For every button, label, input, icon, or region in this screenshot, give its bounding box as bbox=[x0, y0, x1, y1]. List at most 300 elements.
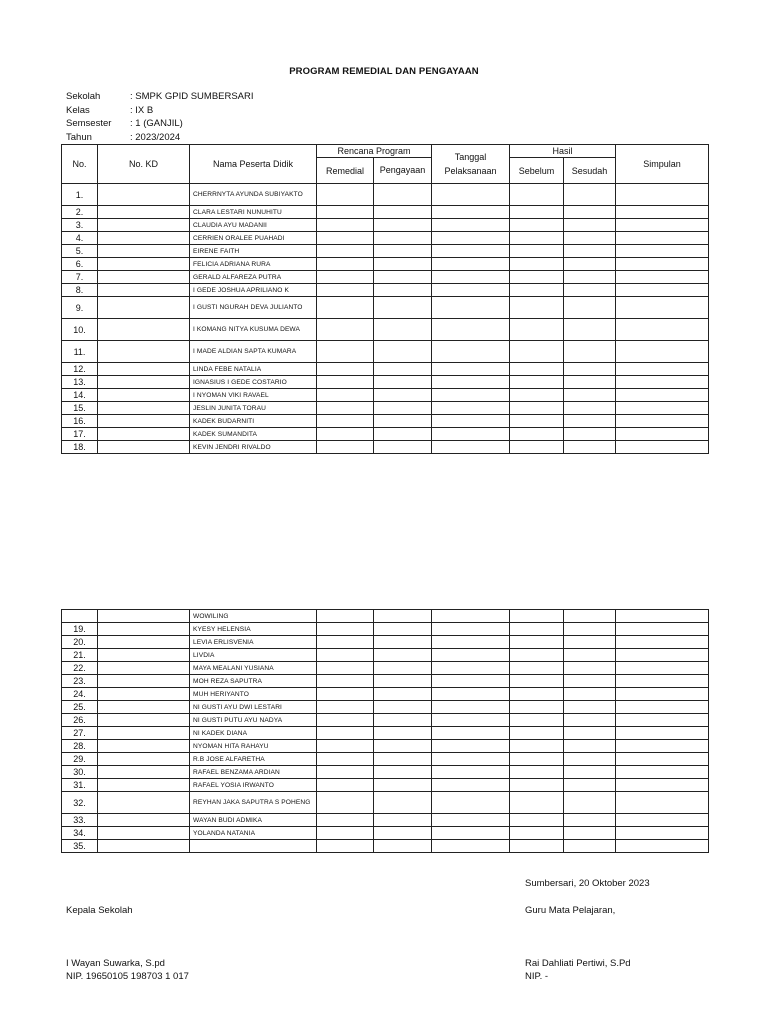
table-row bbox=[62, 319, 709, 341]
empty-cell bbox=[616, 727, 709, 740]
student-name: RAFAEL YOSIA IRWANTO bbox=[190, 779, 317, 792]
teacher-nip: NIP. - bbox=[525, 971, 549, 982]
student-name: CLARA LESTARI NUNUHITU bbox=[190, 206, 317, 219]
empty-cell bbox=[510, 402, 564, 415]
row-number: 21. bbox=[62, 649, 98, 662]
empty-cell bbox=[616, 701, 709, 714]
empty-cell bbox=[432, 827, 510, 840]
empty-cell bbox=[98, 675, 190, 688]
empty-cell bbox=[510, 376, 564, 389]
row-number: 16. bbox=[62, 415, 98, 428]
empty-cell bbox=[317, 184, 374, 206]
empty-cell bbox=[98, 779, 190, 792]
empty-cell bbox=[98, 271, 190, 284]
empty-cell bbox=[510, 610, 564, 623]
empty-cell bbox=[616, 415, 709, 428]
empty-cell bbox=[98, 649, 190, 662]
teacher-role: Guru Mata Pelajaran, bbox=[525, 905, 616, 916]
empty-cell bbox=[564, 219, 616, 232]
empty-cell bbox=[564, 258, 616, 271]
student-name: REYHAN JAKA SAPUTRA S POHENG bbox=[190, 792, 317, 814]
empty-cell bbox=[432, 636, 510, 649]
empty-cell bbox=[564, 714, 616, 727]
row-number: 30. bbox=[62, 766, 98, 779]
empty-cell bbox=[564, 232, 616, 245]
empty-cell bbox=[317, 402, 374, 415]
empty-cell bbox=[432, 428, 510, 441]
empty-cell bbox=[564, 415, 616, 428]
empty-cell bbox=[374, 649, 432, 662]
empty-cell bbox=[564, 675, 616, 688]
empty-cell bbox=[616, 840, 709, 853]
header-conclusion: Simpulan bbox=[616, 145, 709, 184]
empty-cell bbox=[317, 779, 374, 792]
empty-cell bbox=[432, 402, 510, 415]
table-row bbox=[62, 219, 709, 232]
empty-cell bbox=[564, 206, 616, 219]
header-before: Sebelum bbox=[510, 158, 564, 184]
empty-cell bbox=[564, 753, 616, 766]
empty-cell bbox=[616, 363, 709, 376]
empty-cell bbox=[616, 389, 709, 402]
empty-cell bbox=[616, 662, 709, 675]
empty-cell bbox=[616, 297, 709, 319]
empty-cell bbox=[616, 428, 709, 441]
student-name: LEVIA ERLISVENIA bbox=[190, 636, 317, 649]
table-row bbox=[62, 389, 709, 402]
empty-cell bbox=[432, 623, 510, 636]
empty-cell bbox=[317, 727, 374, 740]
empty-cell bbox=[98, 701, 190, 714]
row-number: 33. bbox=[62, 814, 98, 827]
empty-cell bbox=[616, 402, 709, 415]
student-name: NYOMAN HITA RAHAYU bbox=[190, 740, 317, 753]
empty-cell bbox=[564, 363, 616, 376]
empty-cell bbox=[564, 389, 616, 402]
header-date: Tanggal Pelaksanaan bbox=[432, 145, 510, 184]
empty-cell bbox=[432, 389, 510, 402]
empty-cell bbox=[432, 232, 510, 245]
empty-cell bbox=[616, 610, 709, 623]
student-name: FELICIA ADRIANA RURA bbox=[190, 258, 317, 271]
table-row bbox=[62, 727, 709, 740]
empty-cell bbox=[432, 814, 510, 827]
empty-cell bbox=[317, 753, 374, 766]
student-name: EIRENE FAITH bbox=[190, 245, 317, 258]
empty-cell bbox=[616, 219, 709, 232]
empty-cell bbox=[98, 428, 190, 441]
principal-nip: NIP. 19650105 198703 1 017 bbox=[66, 971, 189, 982]
document-title: PROGRAM REMEDIAL DAN PENGAYAAN bbox=[289, 66, 479, 77]
student-name bbox=[190, 840, 317, 853]
student-name: KYESY HELENSIA bbox=[190, 623, 317, 636]
empty-cell bbox=[564, 245, 616, 258]
row-number: 10. bbox=[62, 319, 98, 341]
row-number: 15. bbox=[62, 402, 98, 415]
student-name: I GEDE JOSHUA APRILIANO K bbox=[190, 284, 317, 297]
empty-cell bbox=[616, 441, 709, 454]
student-name: YOLANDA NATANIA bbox=[190, 827, 317, 840]
empty-cell bbox=[616, 636, 709, 649]
empty-cell bbox=[317, 389, 374, 402]
row-number: 6. bbox=[62, 258, 98, 271]
empty-cell bbox=[317, 623, 374, 636]
empty-cell bbox=[510, 206, 564, 219]
empty-cell bbox=[317, 428, 374, 441]
empty-cell bbox=[616, 341, 709, 363]
empty-cell bbox=[374, 662, 432, 675]
student-name: GERALD ALFAREZA PUTRA bbox=[190, 271, 317, 284]
row-number: 20. bbox=[62, 636, 98, 649]
empty-cell bbox=[616, 827, 709, 840]
empty-cell bbox=[317, 701, 374, 714]
student-name: IGNASIUS I GEDE COSTARIO bbox=[190, 376, 317, 389]
empty-cell bbox=[564, 341, 616, 363]
empty-cell bbox=[432, 206, 510, 219]
table-row bbox=[62, 623, 709, 636]
empty-cell bbox=[510, 219, 564, 232]
student-name: RAFAEL BENZAMA ARDIAN bbox=[190, 766, 317, 779]
empty-cell bbox=[98, 415, 190, 428]
empty-cell bbox=[98, 319, 190, 341]
teacher-name: Rai Dahliati Pertiwi, S.Pd bbox=[525, 958, 631, 969]
empty-cell bbox=[432, 675, 510, 688]
empty-cell bbox=[564, 441, 616, 454]
empty-cell bbox=[564, 623, 616, 636]
table-row bbox=[62, 740, 709, 753]
empty-cell bbox=[374, 840, 432, 853]
empty-cell bbox=[317, 840, 374, 853]
info-label: Semsester bbox=[66, 118, 112, 130]
row-number: 8. bbox=[62, 284, 98, 297]
row-number: 26. bbox=[62, 714, 98, 727]
empty-cell bbox=[616, 232, 709, 245]
empty-cell bbox=[432, 610, 510, 623]
empty-cell bbox=[616, 649, 709, 662]
table-body bbox=[62, 610, 709, 853]
place-date: Sumbersari, 20 Oktober 2023 bbox=[525, 878, 650, 889]
table-row bbox=[62, 258, 709, 271]
empty-cell bbox=[374, 766, 432, 779]
empty-cell bbox=[616, 740, 709, 753]
empty-cell bbox=[98, 740, 190, 753]
row-number: 24. bbox=[62, 688, 98, 701]
table-row bbox=[62, 341, 709, 363]
empty-cell bbox=[374, 740, 432, 753]
row-number: 14. bbox=[62, 389, 98, 402]
empty-cell bbox=[317, 662, 374, 675]
student-name: WAYAN BUDI ADMIKA bbox=[190, 814, 317, 827]
table-row bbox=[62, 441, 709, 454]
empty-cell bbox=[616, 792, 709, 814]
row-number: 5. bbox=[62, 245, 98, 258]
empty-cell bbox=[317, 688, 374, 701]
empty-cell bbox=[432, 649, 510, 662]
empty-cell bbox=[317, 284, 374, 297]
row-number: 31. bbox=[62, 779, 98, 792]
empty-cell bbox=[564, 284, 616, 297]
empty-cell bbox=[616, 376, 709, 389]
empty-cell bbox=[510, 779, 564, 792]
empty-cell bbox=[564, 271, 616, 284]
table-row bbox=[62, 766, 709, 779]
empty-cell bbox=[510, 792, 564, 814]
empty-cell bbox=[317, 319, 374, 341]
empty-cell bbox=[98, 184, 190, 206]
empty-cell bbox=[98, 363, 190, 376]
empty-cell bbox=[564, 649, 616, 662]
student-name: LIVDIA bbox=[190, 649, 317, 662]
empty-cell bbox=[432, 245, 510, 258]
empty-cell bbox=[374, 415, 432, 428]
empty-cell bbox=[564, 428, 616, 441]
table-row bbox=[62, 415, 709, 428]
table-row bbox=[62, 184, 709, 206]
header-enrichment: Pengayaan bbox=[374, 158, 432, 184]
empty-cell bbox=[374, 688, 432, 701]
empty-cell bbox=[432, 740, 510, 753]
empty-cell bbox=[374, 219, 432, 232]
empty-cell bbox=[374, 753, 432, 766]
empty-cell bbox=[374, 428, 432, 441]
empty-cell bbox=[98, 284, 190, 297]
empty-cell bbox=[374, 206, 432, 219]
empty-cell bbox=[317, 441, 374, 454]
row-number: 1. bbox=[62, 184, 98, 206]
empty-cell bbox=[98, 727, 190, 740]
row-number: 3. bbox=[62, 219, 98, 232]
row-number: 7. bbox=[62, 271, 98, 284]
empty-cell bbox=[374, 297, 432, 319]
empty-cell bbox=[510, 341, 564, 363]
empty-cell bbox=[98, 753, 190, 766]
info-row-semester bbox=[66, 117, 254, 131]
empty-cell bbox=[98, 827, 190, 840]
empty-cell bbox=[510, 636, 564, 649]
empty-cell bbox=[98, 662, 190, 675]
empty-cell bbox=[432, 840, 510, 853]
student-name: CLAUDIA AYU MADANII bbox=[190, 219, 317, 232]
empty-cell bbox=[616, 284, 709, 297]
empty-cell bbox=[317, 610, 374, 623]
student-table-page1 bbox=[61, 144, 709, 454]
empty-cell bbox=[317, 206, 374, 219]
student-name: KADEK BUDARNITI bbox=[190, 415, 317, 428]
empty-cell bbox=[317, 363, 374, 376]
empty-cell bbox=[98, 792, 190, 814]
empty-cell bbox=[98, 389, 190, 402]
empty-cell bbox=[616, 184, 709, 206]
empty-cell bbox=[317, 740, 374, 753]
empty-cell bbox=[98, 402, 190, 415]
student-table-page2 bbox=[61, 609, 709, 853]
row-number: 2. bbox=[62, 206, 98, 219]
empty-cell bbox=[510, 623, 564, 636]
empty-cell bbox=[510, 662, 564, 675]
table-row bbox=[62, 610, 709, 623]
empty-cell bbox=[374, 727, 432, 740]
student-name: KADEK SUMANDITA bbox=[190, 428, 317, 441]
table-row bbox=[62, 714, 709, 727]
principal-name: I Wayan Suwarka, S.pd bbox=[66, 958, 165, 969]
row-number: 35. bbox=[62, 840, 98, 853]
empty-cell bbox=[510, 814, 564, 827]
empty-cell bbox=[510, 258, 564, 271]
empty-cell bbox=[374, 779, 432, 792]
empty-cell bbox=[317, 271, 374, 284]
empty-cell bbox=[510, 840, 564, 853]
info-row-year bbox=[66, 131, 254, 145]
empty-cell bbox=[317, 258, 374, 271]
empty-cell bbox=[317, 766, 374, 779]
empty-cell bbox=[98, 441, 190, 454]
empty-cell bbox=[98, 341, 190, 363]
table-row bbox=[62, 701, 709, 714]
student-name: JESLIN JUNITA TORAU bbox=[190, 402, 317, 415]
empty-cell bbox=[564, 610, 616, 623]
info-row-school bbox=[66, 90, 254, 104]
empty-cell bbox=[510, 319, 564, 341]
empty-cell bbox=[564, 688, 616, 701]
empty-cell bbox=[510, 415, 564, 428]
empty-cell bbox=[317, 376, 374, 389]
empty-cell bbox=[616, 779, 709, 792]
empty-cell bbox=[432, 219, 510, 232]
empty-cell bbox=[616, 245, 709, 258]
empty-cell bbox=[510, 184, 564, 206]
table-row bbox=[62, 792, 709, 814]
table-row bbox=[62, 779, 709, 792]
empty-cell bbox=[432, 284, 510, 297]
empty-cell bbox=[564, 376, 616, 389]
empty-cell bbox=[510, 649, 564, 662]
empty-cell bbox=[616, 766, 709, 779]
empty-cell bbox=[616, 623, 709, 636]
empty-cell bbox=[432, 779, 510, 792]
empty-cell bbox=[616, 258, 709, 271]
empty-cell bbox=[510, 675, 564, 688]
empty-cell bbox=[432, 714, 510, 727]
empty-cell bbox=[432, 727, 510, 740]
empty-cell bbox=[432, 319, 510, 341]
empty-cell bbox=[432, 688, 510, 701]
empty-cell bbox=[616, 753, 709, 766]
empty-cell bbox=[616, 271, 709, 284]
empty-cell bbox=[432, 701, 510, 714]
student-name: CERRIEN ORALEE PUAHADI bbox=[190, 232, 317, 245]
row-number: 13. bbox=[62, 376, 98, 389]
row-number: 25. bbox=[62, 701, 98, 714]
empty-cell bbox=[98, 610, 190, 623]
empty-cell bbox=[510, 740, 564, 753]
info-value: : 2023/2024 bbox=[130, 131, 181, 143]
info-label: Sekolah bbox=[66, 91, 101, 102]
empty-cell bbox=[317, 649, 374, 662]
empty-cell bbox=[564, 766, 616, 779]
empty-cell bbox=[317, 792, 374, 814]
student-name: MOH REZA SAPUTRA bbox=[190, 675, 317, 688]
empty-cell bbox=[510, 688, 564, 701]
table-row bbox=[62, 206, 709, 219]
empty-cell bbox=[432, 792, 510, 814]
empty-cell bbox=[374, 701, 432, 714]
empty-cell bbox=[616, 319, 709, 341]
empty-cell bbox=[510, 428, 564, 441]
header-student-name: Nama Peserta Didik bbox=[190, 145, 317, 184]
empty-cell bbox=[317, 341, 374, 363]
empty-cell bbox=[374, 402, 432, 415]
principal-role: Kepala Sekolah bbox=[66, 905, 133, 916]
empty-cell bbox=[98, 297, 190, 319]
table-row bbox=[62, 688, 709, 701]
empty-cell bbox=[374, 675, 432, 688]
empty-cell bbox=[317, 219, 374, 232]
empty-cell bbox=[98, 258, 190, 271]
row-number: 18. bbox=[62, 441, 98, 454]
table-row bbox=[62, 245, 709, 258]
student-name: R.B JOSE ALFARETHA bbox=[190, 753, 317, 766]
empty-cell bbox=[98, 219, 190, 232]
empty-cell bbox=[432, 363, 510, 376]
student-name: NI GUSTI AYU DWI LESTARI bbox=[190, 701, 317, 714]
table-row bbox=[62, 814, 709, 827]
empty-cell bbox=[374, 610, 432, 623]
header-no-kd: No. KD bbox=[98, 145, 190, 184]
row-number: 12. bbox=[62, 363, 98, 376]
empty-cell bbox=[98, 814, 190, 827]
empty-cell bbox=[432, 297, 510, 319]
student-name: I KOMANG NITYA KUSUMA DEWA bbox=[190, 319, 317, 341]
empty-cell bbox=[510, 232, 564, 245]
student-name: WOWILING bbox=[190, 610, 317, 623]
empty-cell bbox=[317, 636, 374, 649]
row-number: 32. bbox=[62, 792, 98, 814]
empty-cell bbox=[374, 184, 432, 206]
empty-cell bbox=[432, 184, 510, 206]
empty-cell bbox=[374, 792, 432, 814]
info-value: : 1 (GANJIL) bbox=[130, 118, 183, 130]
empty-cell bbox=[98, 766, 190, 779]
empty-cell bbox=[374, 319, 432, 341]
empty-cell bbox=[98, 840, 190, 853]
row-number: 34. bbox=[62, 827, 98, 840]
empty-cell bbox=[374, 714, 432, 727]
empty-cell bbox=[510, 701, 564, 714]
student-name: LINDA FEBE NATALIA bbox=[190, 363, 317, 376]
info-label: Kelas bbox=[66, 104, 90, 116]
empty-cell bbox=[317, 814, 374, 827]
empty-cell bbox=[98, 688, 190, 701]
empty-cell bbox=[374, 271, 432, 284]
empty-cell bbox=[616, 714, 709, 727]
empty-cell bbox=[374, 827, 432, 840]
table-row bbox=[62, 428, 709, 441]
empty-cell bbox=[510, 441, 564, 454]
empty-cell bbox=[510, 245, 564, 258]
header-no: No. bbox=[62, 145, 98, 184]
row-number: 29. bbox=[62, 753, 98, 766]
empty-cell bbox=[432, 271, 510, 284]
empty-cell bbox=[564, 319, 616, 341]
header-remedial: Remedial bbox=[317, 158, 374, 184]
row-number: 4. bbox=[62, 232, 98, 245]
student-name: MUH HERIYANTO bbox=[190, 688, 317, 701]
table-row bbox=[62, 827, 709, 840]
empty-cell bbox=[98, 623, 190, 636]
empty-cell bbox=[616, 814, 709, 827]
empty-cell bbox=[564, 814, 616, 827]
row-number: 27. bbox=[62, 727, 98, 740]
